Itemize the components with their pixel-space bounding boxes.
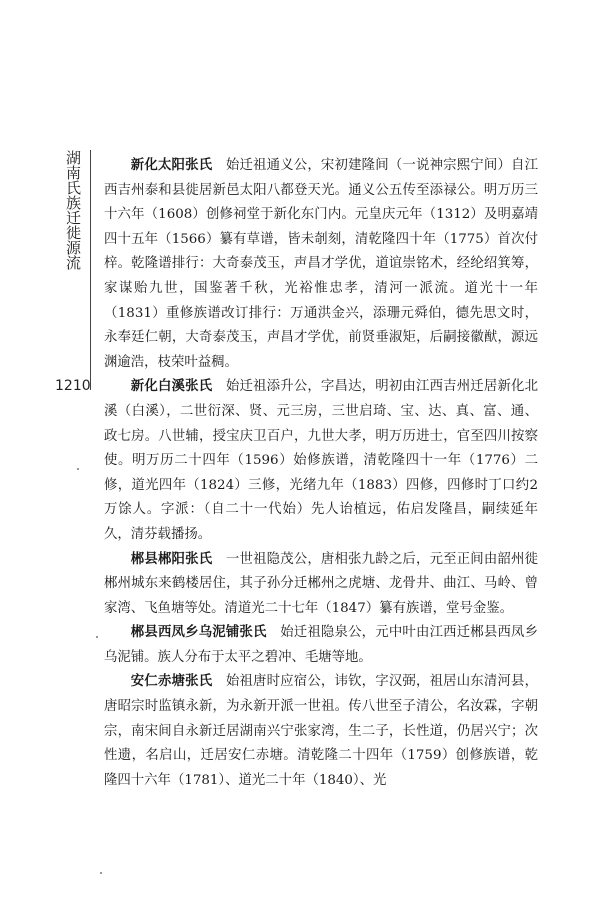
clan-name: 安仁赤塘张氏 <box>130 674 213 690</box>
scan-speck <box>77 468 79 470</box>
entry-text: 始迁祖隐泉公，元中叶由江西迁郴县西凤乡乌泥铺。族人分布于太平之碧冲、毛塘等地。 <box>104 625 539 665</box>
entry-text: 始祖唐时应宿公，讳钦，字汉弼，祖居山东清河县，唐昭宗时监镇永新，为永新开派一世祖。传八世至子清公，名汝霖，字朝宗，南宋间自永新迁居湖南兴宁张家湾，生二子，长性道，仍居兴宁；次性遗，名启山，迁居安仁赤塘。清乾隆二十四年（1759）创修族谱，乾隆四十六年（1781）、道光二十年（1840）、光 <box>104 674 539 788</box>
scan-speck <box>96 636 98 638</box>
entry-text: 始迁祖添升公，字昌达，明初由江西吉州迁居新化北溪（白溪），二世衍深、贤、元三房，三世启琦、宝、达、真、富、通、政七房。八世辅，授宝庆卫百户，九世大孝，明万历进士，官至四川按察使。明万历二十四年（1596）始修族谱，清乾隆四十一年（1776）二修，道光四年（1824）三修，光绪九年（1883）四修，四修时丁口约2万馀人。字派：（自二十一代始）先人诒植远，佑启发隆昌，嗣续延年久，清芬载播扬。 <box>104 379 539 542</box>
entry-paragraph <box>104 621 538 670</box>
entry-paragraph <box>104 670 538 793</box>
running-title: 湖南氏族迁徙源流 <box>64 150 82 270</box>
clan-name: 新化太阳张氏 <box>130 158 213 173</box>
entry-paragraph <box>104 375 538 547</box>
clan-name: 新化白溪张氏 <box>130 379 213 395</box>
clan-name: 郴县西凤乡乌泥铺张氏 <box>130 625 267 641</box>
page-number: 1210 <box>55 378 91 394</box>
body-text <box>104 154 538 793</box>
margin-rule <box>90 150 91 390</box>
entry-paragraph <box>104 548 538 622</box>
entry-text: 始迁祖通义公，宋初建隆间（一说神宗熙宁间）自江西吉州泰和县徙居新邑太阳八都登天光。通义公五传至添禄公。明万历三十六年（1608）创修祠堂于新化东门内。元皇庆元年（1312）及明嘉靖四十五年（1566）纂有草谱，皆未剞刻，清乾隆四十年（1775）首次付梓。乾隆谱排行：大奇泰茂玉，声昌才学优，道谊崇铭术，经纶绍箕筹，家谋贻九世，国鉴著千秋，光裕惟忠孝，清河一派流。道光十一年（1831）重修族谱改订排行：万通洪金兴，添珊元舜伯，德先思文时，永奉廷仁朝，大奇泰茂玉，声昌才学优，前贤垂淑矩，后嗣接徽猷，源远渊逾浩，枝荣叶益稠。 <box>104 158 539 370</box>
clan-name: 郴县郴阳张氏 <box>130 551 213 567</box>
scan-speck <box>100 872 102 874</box>
entry-paragraph <box>104 154 538 375</box>
entry-text: 一世祖隐茂公，唐相张九龄之后，元至正间由韶州徙郴州城东来鹤楼居住，其子孙分迁郴州之虎塘、龙骨井、曲江、马岭、曾家湾、飞鱼塘等处。清道光二十七年（1847）纂有族谱，堂号金鉴。 <box>104 551 539 616</box>
